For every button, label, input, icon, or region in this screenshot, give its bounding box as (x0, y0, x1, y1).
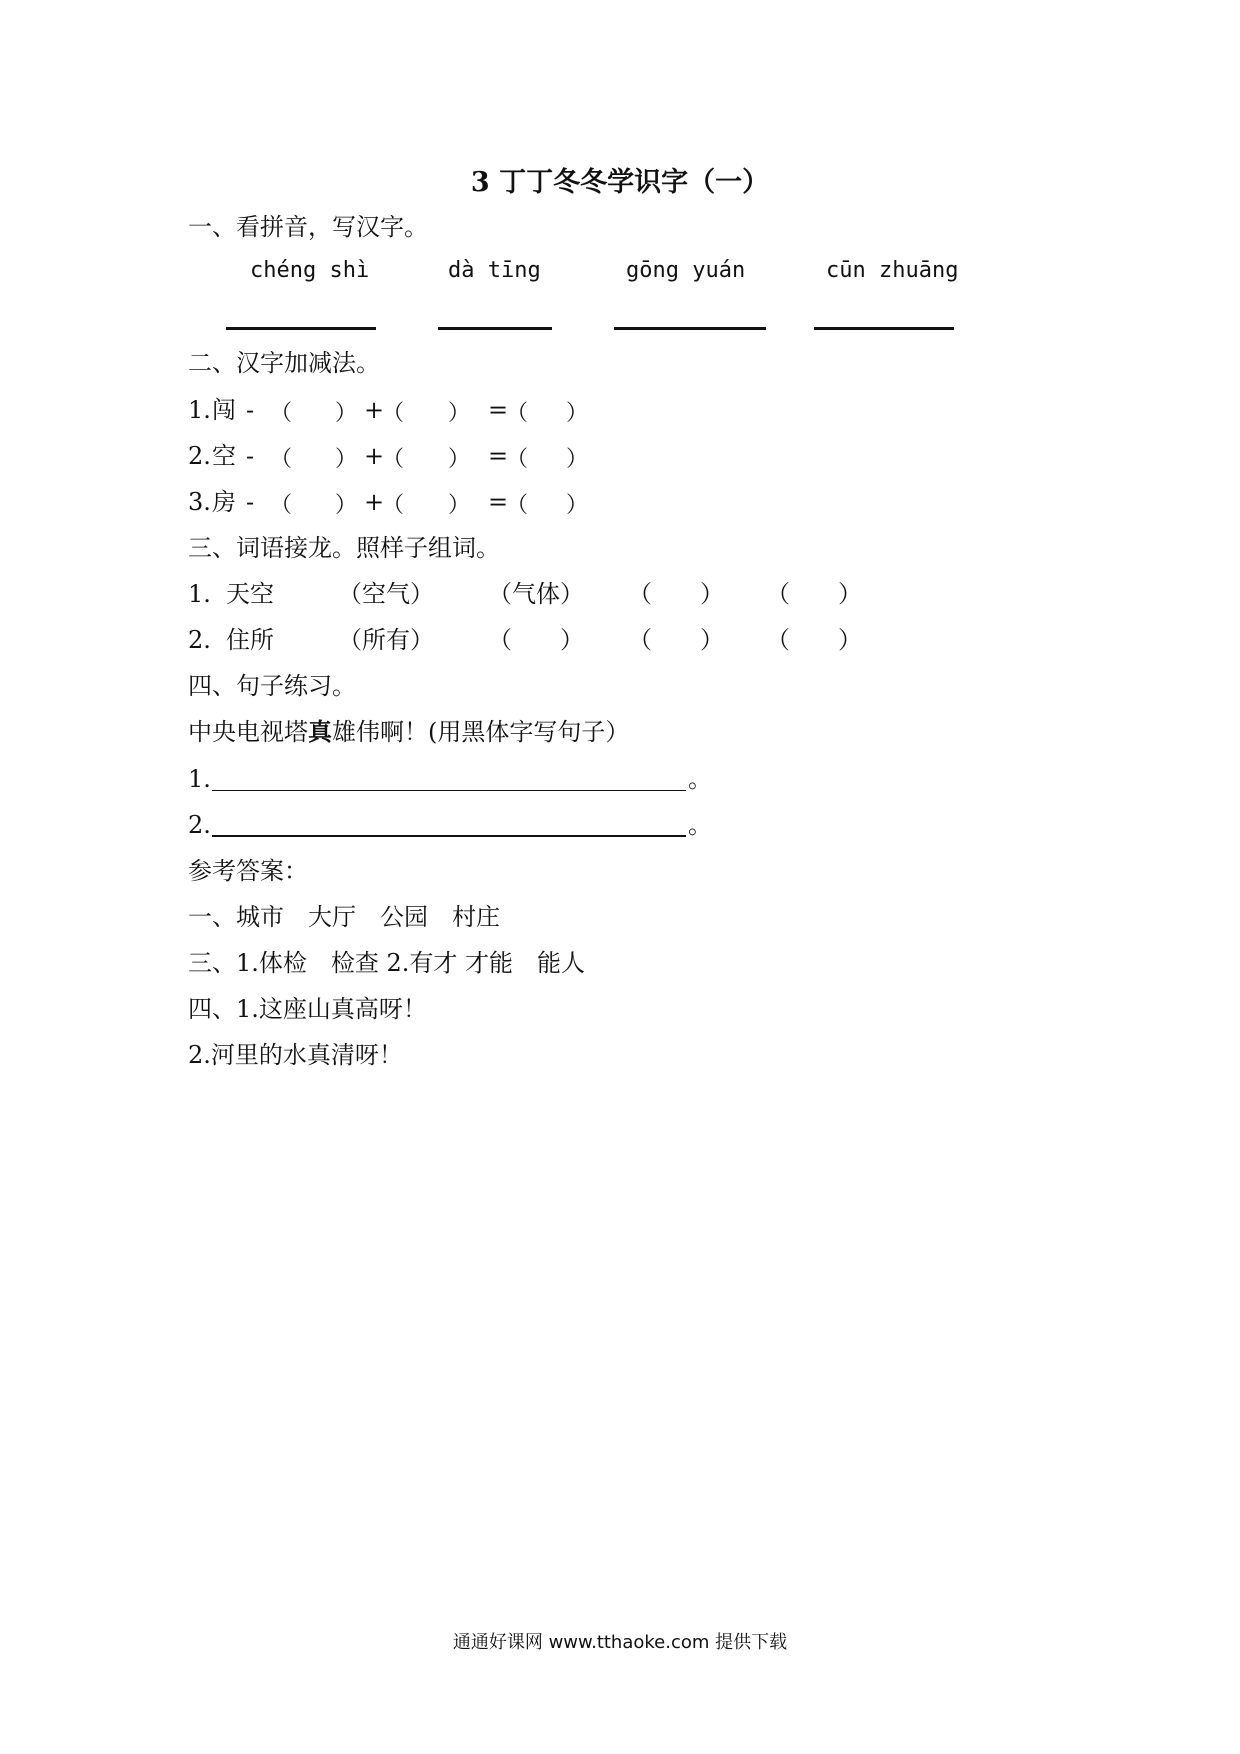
chain-num: 2. (188, 626, 211, 654)
chain-example: （气体） (488, 580, 584, 608)
plus-sign: + (364, 488, 385, 516)
answers-heading: 参考答案： (188, 857, 308, 885)
calc-char: 房 (212, 488, 236, 516)
calc-char: 闯 (212, 396, 236, 424)
paren-open: （ (382, 447, 405, 472)
pinyin-3: gōng yuán (626, 258, 746, 283)
answer-line-3[interactable] (614, 327, 766, 330)
chain-word: 住所 (226, 626, 274, 654)
paren-close: ） (566, 401, 589, 426)
answer-line-4[interactable] (814, 327, 954, 330)
equals-sign: = (488, 488, 509, 516)
pinyin-1: chéng shì (250, 258, 370, 283)
answer-line-1[interactable] (226, 327, 376, 330)
paren-open: （ (382, 493, 405, 518)
chain-example: （所有） (338, 626, 434, 654)
minus-sign: - (246, 488, 255, 516)
end-mark: 。 (688, 811, 712, 839)
plus-sign: + (364, 442, 385, 470)
chain-blank[interactable]: （ ） (628, 580, 724, 608)
chain-example: （空气） (338, 580, 434, 608)
end-mark: 。 (688, 765, 712, 793)
paren-open: （ (506, 493, 529, 518)
sentence-prompt (188, 717, 629, 747)
equals-sign: = (488, 442, 509, 470)
section3-heading: 三、词语接龙。照样子组词。 (188, 534, 500, 562)
pinyin-2: dà tīng (448, 258, 541, 283)
chain-blank[interactable]: （ ） (766, 626, 862, 654)
paren-close: ） (335, 401, 358, 426)
chain-blank[interactable]: （ ） (628, 626, 724, 654)
answer-section4-1: 四、1.这座山真高呀！ (188, 995, 427, 1023)
prompt-before: 中央电视塔 (188, 718, 308, 746)
paren-open: （ (270, 401, 293, 426)
write-line-1[interactable] (212, 790, 686, 791)
equals-sign: = (488, 396, 509, 424)
chain-blank[interactable]: （ ） (488, 626, 584, 654)
paren-close: ） (335, 447, 358, 472)
minus-sign: - (246, 396, 255, 424)
paren-close: ） (566, 493, 589, 518)
answer-section4-2: 2.河里的水真清呀！ (188, 1041, 403, 1069)
answer-section3: 三、1.体检 检查 2.有才 才能 能人 (188, 949, 586, 977)
chain-word: 天空 (226, 580, 274, 608)
paren-open: （ (506, 447, 529, 472)
paren-close: ） (448, 493, 471, 518)
section2-heading: 二、汉字加减法。 (188, 349, 380, 377)
chain-num: 1. (188, 580, 211, 608)
footer-source: 通通好课网 www.tthaoke.com 提供下载 (452, 1632, 788, 1653)
paren-open: （ (270, 493, 293, 518)
paren-close: ） (448, 401, 471, 426)
section4-heading: 四、句子练习。 (188, 672, 356, 700)
prompt-bold-word: 真 (308, 717, 332, 746)
prompt-after: 雄伟啊！(用黑体字写句子） (332, 718, 630, 746)
write-line-2[interactable] (212, 835, 686, 837)
pinyin-4: cūn zhuāng (826, 258, 959, 283)
paren-open: （ (382, 401, 405, 426)
calc-num: 2. (188, 442, 211, 470)
section1-heading: 一、看拼音，写汉字。 (188, 213, 428, 241)
answer-line-2[interactable] (438, 327, 552, 330)
page-title: 3 丁丁冬冬学识字（一） (470, 167, 770, 198)
write-line-1-num: 1. (188, 765, 211, 793)
plus-sign: + (364, 396, 385, 424)
calc-num: 1. (188, 396, 211, 424)
write-line-2-num: 2. (188, 811, 211, 839)
chain-blank[interactable]: （ ） (766, 580, 862, 608)
answer-section1: 一、城市 大厅 公园 村庄 (188, 903, 500, 931)
paren-close: ） (566, 447, 589, 472)
paren-close: ） (335, 493, 358, 518)
minus-sign: - (246, 442, 255, 470)
calc-num: 3. (188, 488, 211, 516)
calc-char: 空 (212, 442, 236, 470)
paren-open: （ (270, 447, 293, 472)
paren-open: （ (506, 401, 529, 426)
paren-close: ） (448, 447, 471, 472)
